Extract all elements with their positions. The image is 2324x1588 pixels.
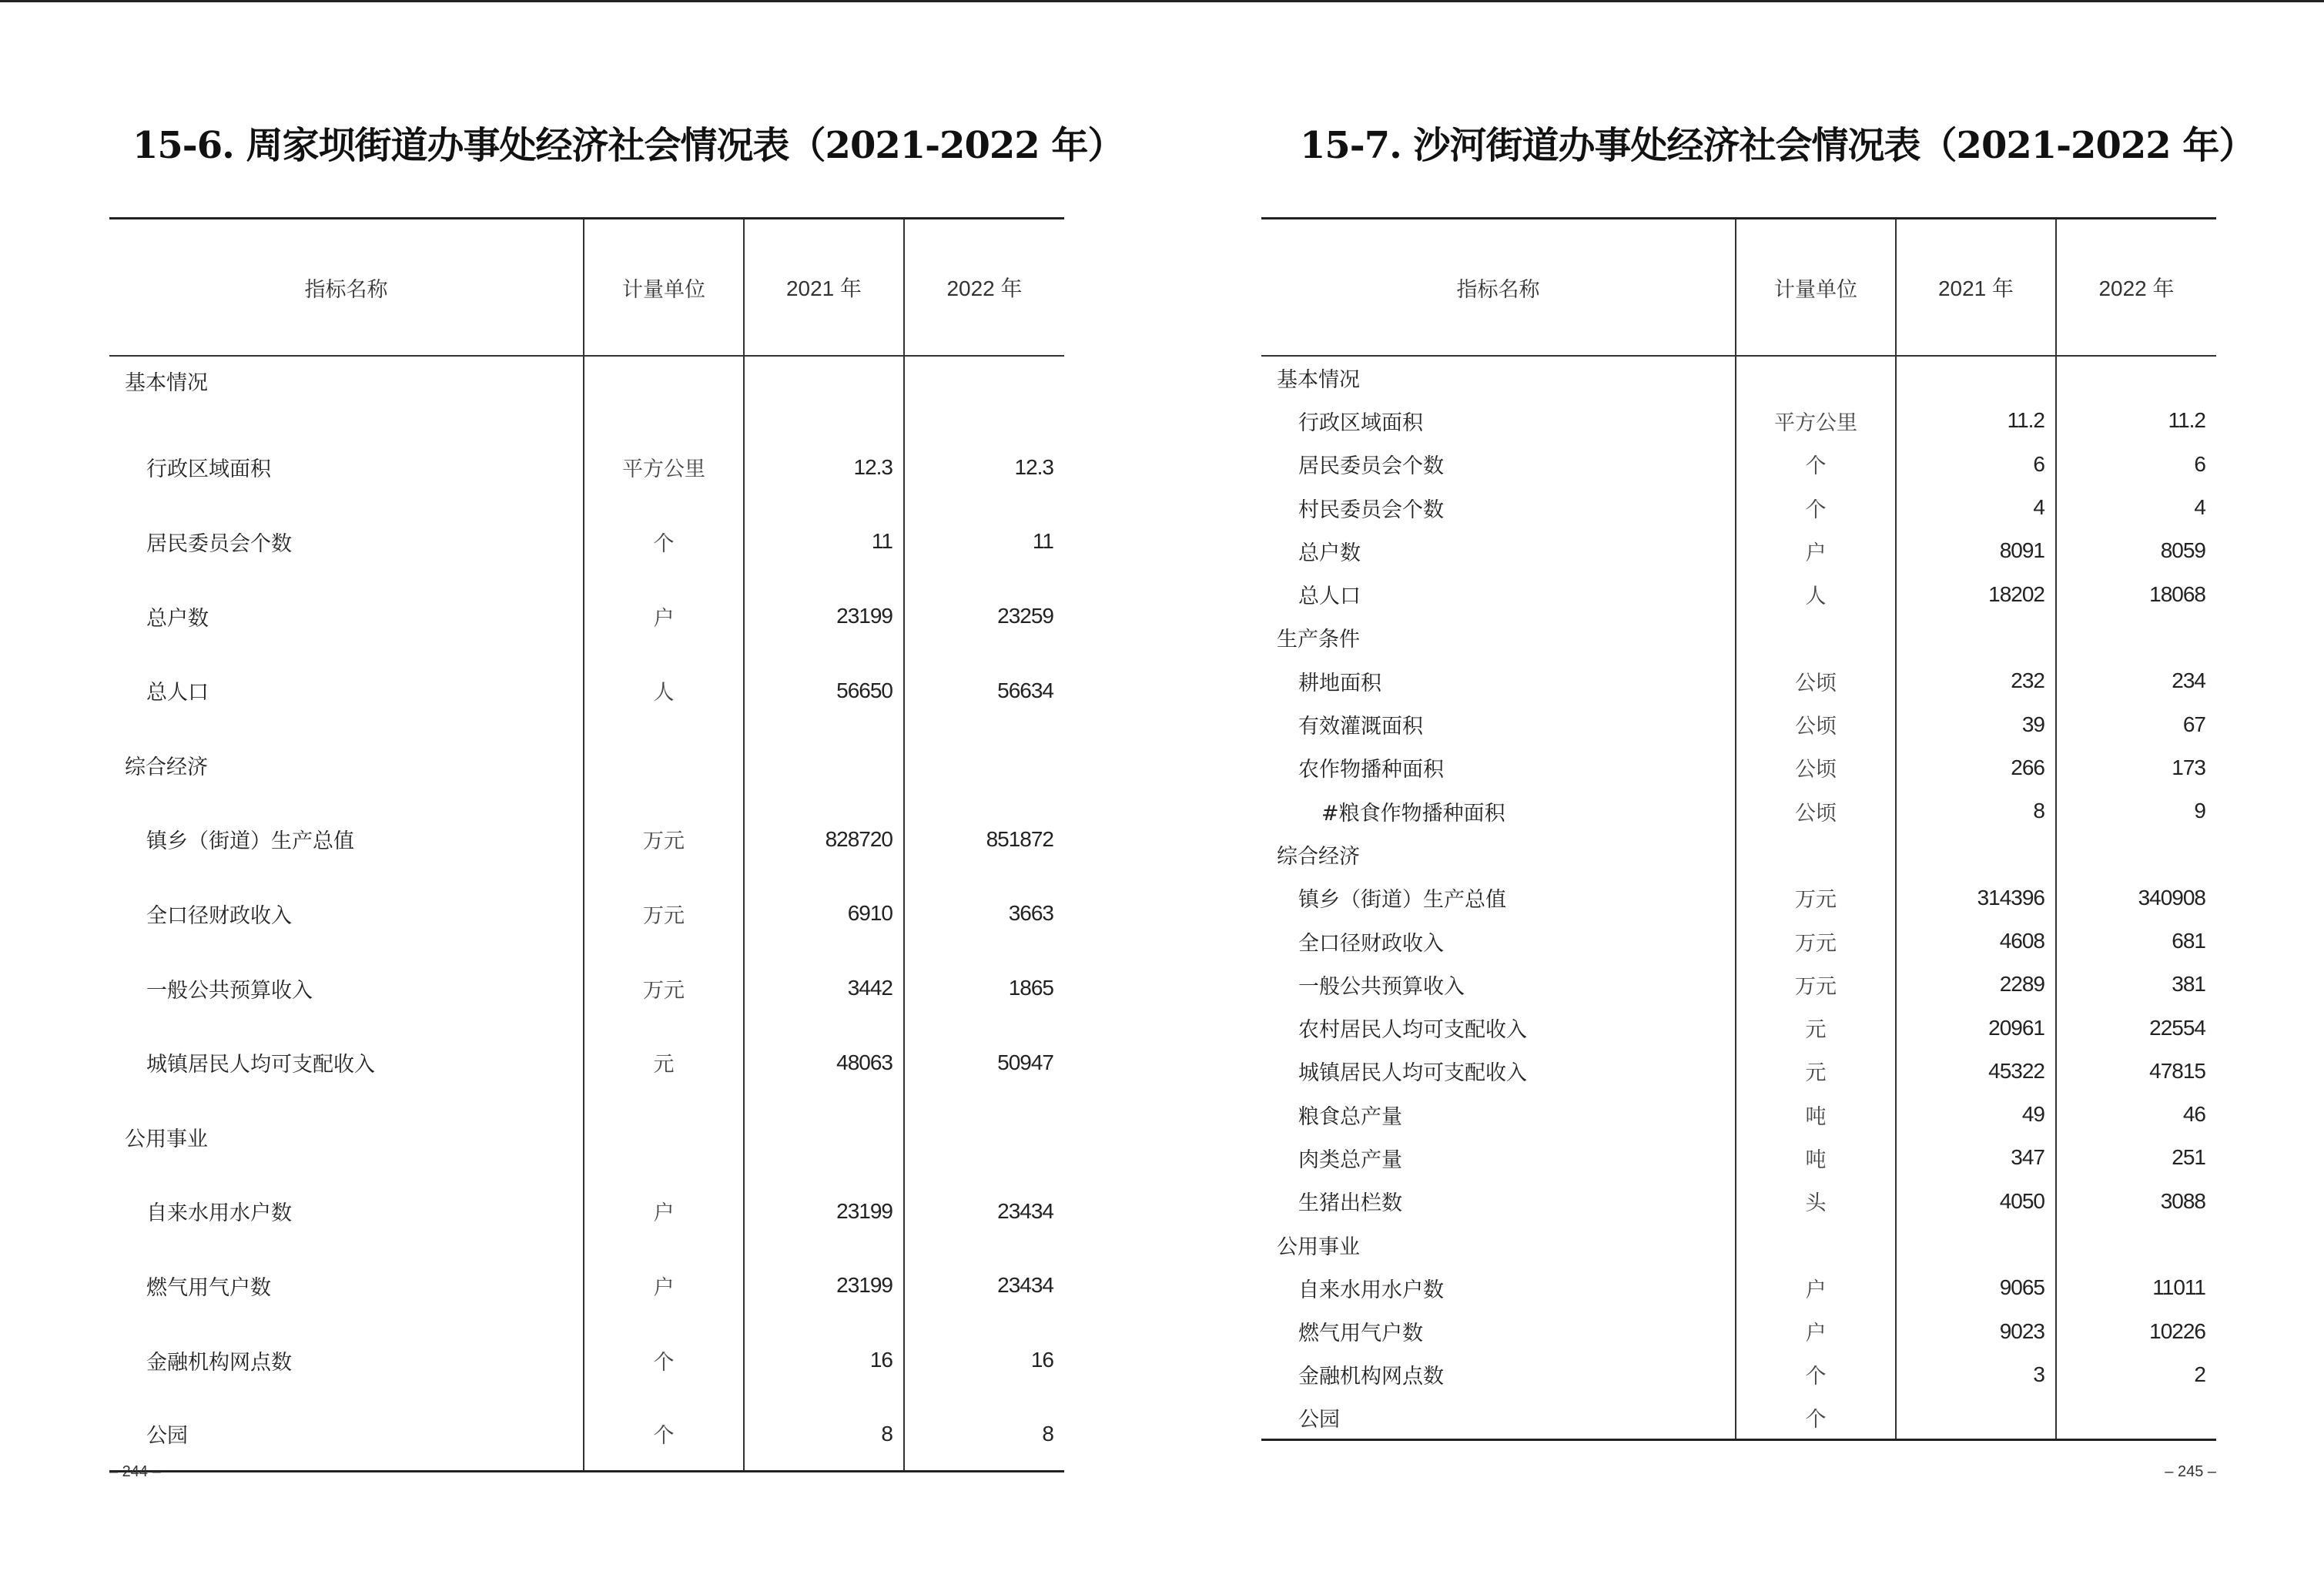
table-row: [109, 1323, 1064, 1398]
indicator-cell: 城镇居民人均可支配收入: [1298, 1061, 1527, 1086]
value-2021-cell: [1896, 1223, 2056, 1266]
section-row: [109, 728, 1064, 802]
value-2022-cell: 3663: [904, 876, 1064, 951]
indicator-cell: 农作物播种面积: [1298, 758, 1444, 782]
page-number: – 244 –: [109, 1463, 161, 1480]
indicator-cell: 村民委员会个数: [1298, 498, 1444, 522]
value-2021-cell: 49: [1896, 1093, 2056, 1136]
value-2022-cell: 47815: [2056, 1050, 2216, 1093]
unit-cell: 人: [584, 653, 744, 728]
indicator-cell: 居民委员会个数: [146, 531, 292, 556]
table-row: [1261, 746, 2216, 789]
indicator-cell: 总户数: [146, 606, 209, 631]
unit-cell: 万元: [1736, 920, 1896, 963]
value-2021-cell: 18202: [1896, 572, 2056, 615]
value-2021-cell: 11: [744, 504, 904, 579]
value-2022-cell: 381: [2056, 963, 2216, 1006]
table-row: [109, 1174, 1064, 1249]
value-2022-cell: 56634: [904, 653, 1064, 728]
unit-cell: 公顷: [1736, 746, 1896, 789]
value-2022-cell: 67: [2056, 702, 2216, 745]
value-2022-cell: 11: [904, 504, 1064, 579]
indicator-cell: 行政区域面积: [146, 457, 271, 482]
header-indicator: 指标名称: [1261, 219, 1736, 357]
value-2021-cell: 20961: [1896, 1006, 2056, 1049]
value-2021-cell: 4050: [1896, 1180, 2056, 1223]
indicator-cell: 公用事业: [1277, 1235, 1360, 1259]
table-row: [1261, 1310, 2216, 1353]
unit-cell: 元: [584, 1025, 744, 1100]
value-2021-cell: [744, 728, 904, 802]
value-2021-cell: 2289: [1896, 963, 2056, 1006]
unit-cell: 万元: [1736, 963, 1896, 1006]
table-row: [109, 1025, 1064, 1100]
value-2021-cell: 48063: [744, 1025, 904, 1100]
value-2021-cell: 347: [1896, 1136, 2056, 1179]
right-page: [1261, 0, 2255, 1588]
unit-cell: [1736, 833, 1896, 876]
table-row: [109, 802, 1064, 877]
unit-cell: 万元: [584, 802, 744, 877]
table-row: [109, 579, 1064, 654]
value-2021-cell: 39: [1896, 702, 2056, 745]
section-row: [109, 356, 1064, 431]
section-row: [109, 1100, 1064, 1174]
table-row: [109, 951, 1064, 1026]
table-body: [1261, 356, 2216, 1439]
unit-cell: 个: [1736, 1353, 1896, 1396]
value-2021-cell: 9023: [1896, 1310, 2056, 1353]
indicator-cell: 全口径财政收入: [146, 903, 292, 928]
unit-cell: 头: [1736, 1180, 1896, 1223]
table-row: [1261, 659, 2216, 702]
left-page: [109, 0, 1124, 1588]
value-2021-cell: 16: [744, 1323, 904, 1398]
value-2022-cell: [904, 728, 1064, 802]
indicator-cell: 总人口: [146, 681, 209, 705]
value-2022-cell: 16: [904, 1323, 1064, 1398]
table-row: [109, 876, 1064, 951]
value-2022-cell: 11.2: [2056, 399, 2216, 442]
table-row: [1261, 1006, 2216, 1049]
table-row: [1261, 1396, 2216, 1439]
value-2022-cell: 8059: [2056, 529, 2216, 572]
value-2021-cell: 4608: [1896, 920, 2056, 963]
unit-cell: 公顷: [1736, 789, 1896, 833]
indicator-cell: 行政区域面积: [1298, 410, 1423, 435]
unit-cell: 万元: [1736, 876, 1896, 920]
indicator-cell: 基本情况: [125, 371, 208, 395]
unit-cell: 户: [584, 1174, 744, 1249]
value-2022-cell: 23434: [904, 1248, 1064, 1323]
indicator-cell: 公园: [1298, 1408, 1340, 1432]
indicator-cell: 肉类总产量: [1298, 1147, 1402, 1172]
value-2021-cell: [1896, 616, 2056, 659]
unit-cell: 平方公里: [1736, 399, 1896, 442]
unit-cell: [1736, 616, 1896, 659]
unit-cell: 万元: [584, 876, 744, 951]
value-2022-cell: [2056, 356, 2216, 399]
section-row: [1261, 1223, 2216, 1266]
table-row: [1261, 702, 2216, 745]
indicator-cell: 综合经济: [1277, 844, 1360, 869]
header-2021: 2021 年: [1896, 219, 2056, 357]
value-2022-cell: [2056, 1396, 2216, 1439]
value-2021-cell: 3442: [744, 951, 904, 1026]
indicator-cell: 燃气用气户数: [1298, 1322, 1423, 1346]
section-row: [1261, 356, 2216, 399]
unit-cell: [584, 1100, 744, 1174]
indicator-cell: 农村居民人均可支配收入: [1298, 1018, 1527, 1043]
unit-cell: 个: [584, 504, 744, 579]
value-2021-cell: 45322: [1896, 1050, 2056, 1093]
unit-cell: 户: [1736, 529, 1896, 572]
indicator-cell: #粮食作物播种面积: [1321, 801, 1505, 826]
value-2022-cell: [2056, 833, 2216, 876]
value-2021-cell: 8: [1896, 789, 2056, 833]
indicator-cell: 一般公共预算收入: [146, 978, 313, 1003]
unit-cell: [584, 356, 744, 431]
table-row: [1261, 876, 2216, 920]
table-row: [1261, 963, 2216, 1006]
indicator-cell: 总人口: [1298, 585, 1361, 609]
header-2021: 2021 年: [744, 219, 904, 357]
indicator-cell: 公园: [146, 1424, 188, 1449]
value-2021-cell: 23199: [744, 1248, 904, 1323]
header-row: [1261, 219, 2216, 357]
value-2021-cell: [1896, 356, 2056, 399]
unit-cell: 元: [1736, 1006, 1896, 1049]
header-row: [109, 219, 1064, 357]
header-indicator: 指标名称: [109, 219, 584, 357]
table-row: [1261, 1266, 2216, 1309]
section-row: [1261, 616, 2216, 659]
value-2021-cell: 6: [1896, 443, 2056, 486]
value-2022-cell: 4: [2056, 486, 2216, 529]
table-body: [109, 356, 1064, 1472]
table-row: [1261, 443, 2216, 486]
unit-cell: 吨: [1736, 1093, 1896, 1136]
value-2021-cell: 8: [744, 1397, 904, 1472]
table-row: [109, 1397, 1064, 1472]
value-2021-cell: 9065: [1896, 1266, 2056, 1309]
value-2021-cell: 12.3: [744, 431, 904, 505]
indicator-cell: 居民委员会个数: [1298, 454, 1444, 479]
value-2022-cell: [904, 1100, 1064, 1174]
value-2022-cell: 681: [2056, 920, 2216, 963]
unit-cell: 个: [1736, 1396, 1896, 1439]
page-number: – 245 –: [2165, 1463, 2216, 1480]
unit-cell: 公顷: [1736, 659, 1896, 702]
indicator-cell: 自来水用水户数: [146, 1201, 292, 1226]
indicator-cell: 基本情况: [1277, 368, 1360, 393]
indicator-cell: 粮食总产量: [1298, 1104, 1402, 1129]
table-row: [109, 653, 1064, 728]
value-2022-cell: 23434: [904, 1174, 1064, 1249]
table-row: [109, 431, 1064, 505]
unit-cell: 户: [584, 1248, 744, 1323]
value-2022-cell: 10226: [2056, 1310, 2216, 1353]
value-2022-cell: [904, 356, 1064, 431]
value-2022-cell: 46: [2056, 1093, 2216, 1136]
value-2022-cell: [2056, 616, 2216, 659]
value-2021-cell: 8091: [1896, 529, 2056, 572]
indicator-cell: 自来水用水户数: [1298, 1278, 1444, 1302]
indicator-cell: 总户数: [1298, 541, 1361, 565]
header-unit: 计量单位: [1736, 219, 1896, 357]
indicator-cell: 耕地面积: [1298, 671, 1381, 695]
table-row: [1261, 789, 2216, 833]
unit-cell: 户: [1736, 1310, 1896, 1353]
unit-cell: [1736, 1223, 1896, 1266]
header-2022: 2022 年: [904, 219, 1064, 357]
table-row: [1261, 1050, 2216, 1093]
value-2022-cell: 12.3: [904, 431, 1064, 505]
table-row: [1261, 920, 2216, 963]
value-2022-cell: 18068: [2056, 572, 2216, 615]
value-2021-cell: 23199: [744, 1174, 904, 1249]
stat-table: [109, 217, 1064, 1472]
indicator-cell: 有效灌溉面积: [1298, 715, 1423, 739]
value-2021-cell: 232: [1896, 659, 2056, 702]
value-2022-cell: 6: [2056, 443, 2216, 486]
value-2022-cell: [2056, 1223, 2216, 1266]
table-row: [109, 1248, 1064, 1323]
header-unit: 计量单位: [584, 219, 744, 357]
table-row: [1261, 1136, 2216, 1179]
value-2021-cell: 828720: [744, 802, 904, 877]
value-2021-cell: [1896, 1396, 2056, 1439]
table-row: [1261, 486, 2216, 529]
value-2021-cell: [1896, 833, 2056, 876]
indicator-cell: 全口径财政收入: [1298, 931, 1444, 956]
unit-cell: 个: [1736, 443, 1896, 486]
value-2022-cell: 2: [2056, 1353, 2216, 1396]
unit-cell: 户: [584, 579, 744, 654]
value-2022-cell: 251: [2056, 1136, 2216, 1179]
value-2021-cell: 6910: [744, 876, 904, 951]
section-row: [1261, 833, 2216, 876]
unit-cell: 平方公里: [584, 431, 744, 505]
table-row: [1261, 529, 2216, 572]
value-2022-cell: 340908: [2056, 876, 2216, 920]
value-2022-cell: 1865: [904, 951, 1064, 1026]
unit-cell: 公顷: [1736, 702, 1896, 745]
value-2021-cell: 266: [1896, 746, 2056, 789]
value-2022-cell: 3088: [2056, 1180, 2216, 1223]
value-2021-cell: [744, 356, 904, 431]
indicator-cell: 燃气用气户数: [146, 1275, 271, 1300]
unit-cell: 个: [1736, 486, 1896, 529]
indicator-cell: 生猪出栏数: [1298, 1191, 1402, 1216]
indicator-cell: 金融机构网点数: [146, 1350, 292, 1375]
table-row: [1261, 1180, 2216, 1223]
unit-cell: 人: [1736, 572, 1896, 615]
header-2022: 2022 年: [2056, 219, 2216, 357]
unit-cell: [584, 728, 744, 802]
indicator-cell: 公用事业: [125, 1127, 208, 1151]
value-2022-cell: 23259: [904, 579, 1064, 654]
indicator-cell: 综合经济: [125, 755, 208, 779]
value-2022-cell: 851872: [904, 802, 1064, 877]
value-2022-cell: 173: [2056, 746, 2216, 789]
unit-cell: 户: [1736, 1266, 1896, 1309]
page-title: 15-7. 沙河街道办事处经济社会情况表（2021-2022 年）: [1300, 124, 2255, 167]
value-2021-cell: 3: [1896, 1353, 2056, 1396]
value-2021-cell: 4: [1896, 486, 2056, 529]
indicator-cell: 一般公共预算收入: [1298, 974, 1465, 999]
value-2022-cell: 22554: [2056, 1006, 2216, 1049]
indicator-cell: 生产条件: [1277, 628, 1360, 652]
page-title: 15-6. 周家坝街道办事处经济社会情况表（2021-2022 年）: [132, 124, 1124, 167]
unit-cell: 万元: [584, 951, 744, 1026]
stat-table: [1261, 217, 2216, 1441]
table-row: [1261, 572, 2216, 615]
table-row: [109, 504, 1064, 579]
value-2021-cell: 314396: [1896, 876, 2056, 920]
indicator-cell: 镇乡（街道）生产总值: [146, 829, 354, 854]
value-2022-cell: 11011: [2056, 1266, 2216, 1309]
table-row: [1261, 1353, 2216, 1396]
value-2022-cell: 9: [2056, 789, 2216, 833]
value-2021-cell: [744, 1100, 904, 1174]
value-2022-cell: 50947: [904, 1025, 1064, 1100]
unit-cell: 个: [584, 1323, 744, 1398]
table-row: [1261, 399, 2216, 442]
unit-cell: 元: [1736, 1050, 1896, 1093]
value-2021-cell: 23199: [744, 579, 904, 654]
table-row: [1261, 1093, 2216, 1136]
value-2021-cell: 56650: [744, 653, 904, 728]
unit-cell: [1736, 356, 1896, 399]
unit-cell: 个: [584, 1397, 744, 1472]
value-2022-cell: 8: [904, 1397, 1064, 1472]
unit-cell: 吨: [1736, 1136, 1896, 1179]
value-2021-cell: 11.2: [1896, 399, 2056, 442]
value-2022-cell: 234: [2056, 659, 2216, 702]
indicator-cell: 城镇居民人均可支配收入: [146, 1053, 375, 1077]
indicator-cell: 镇乡（街道）生产总值: [1298, 888, 1506, 913]
indicator-cell: 金融机构网点数: [1298, 1365, 1444, 1389]
